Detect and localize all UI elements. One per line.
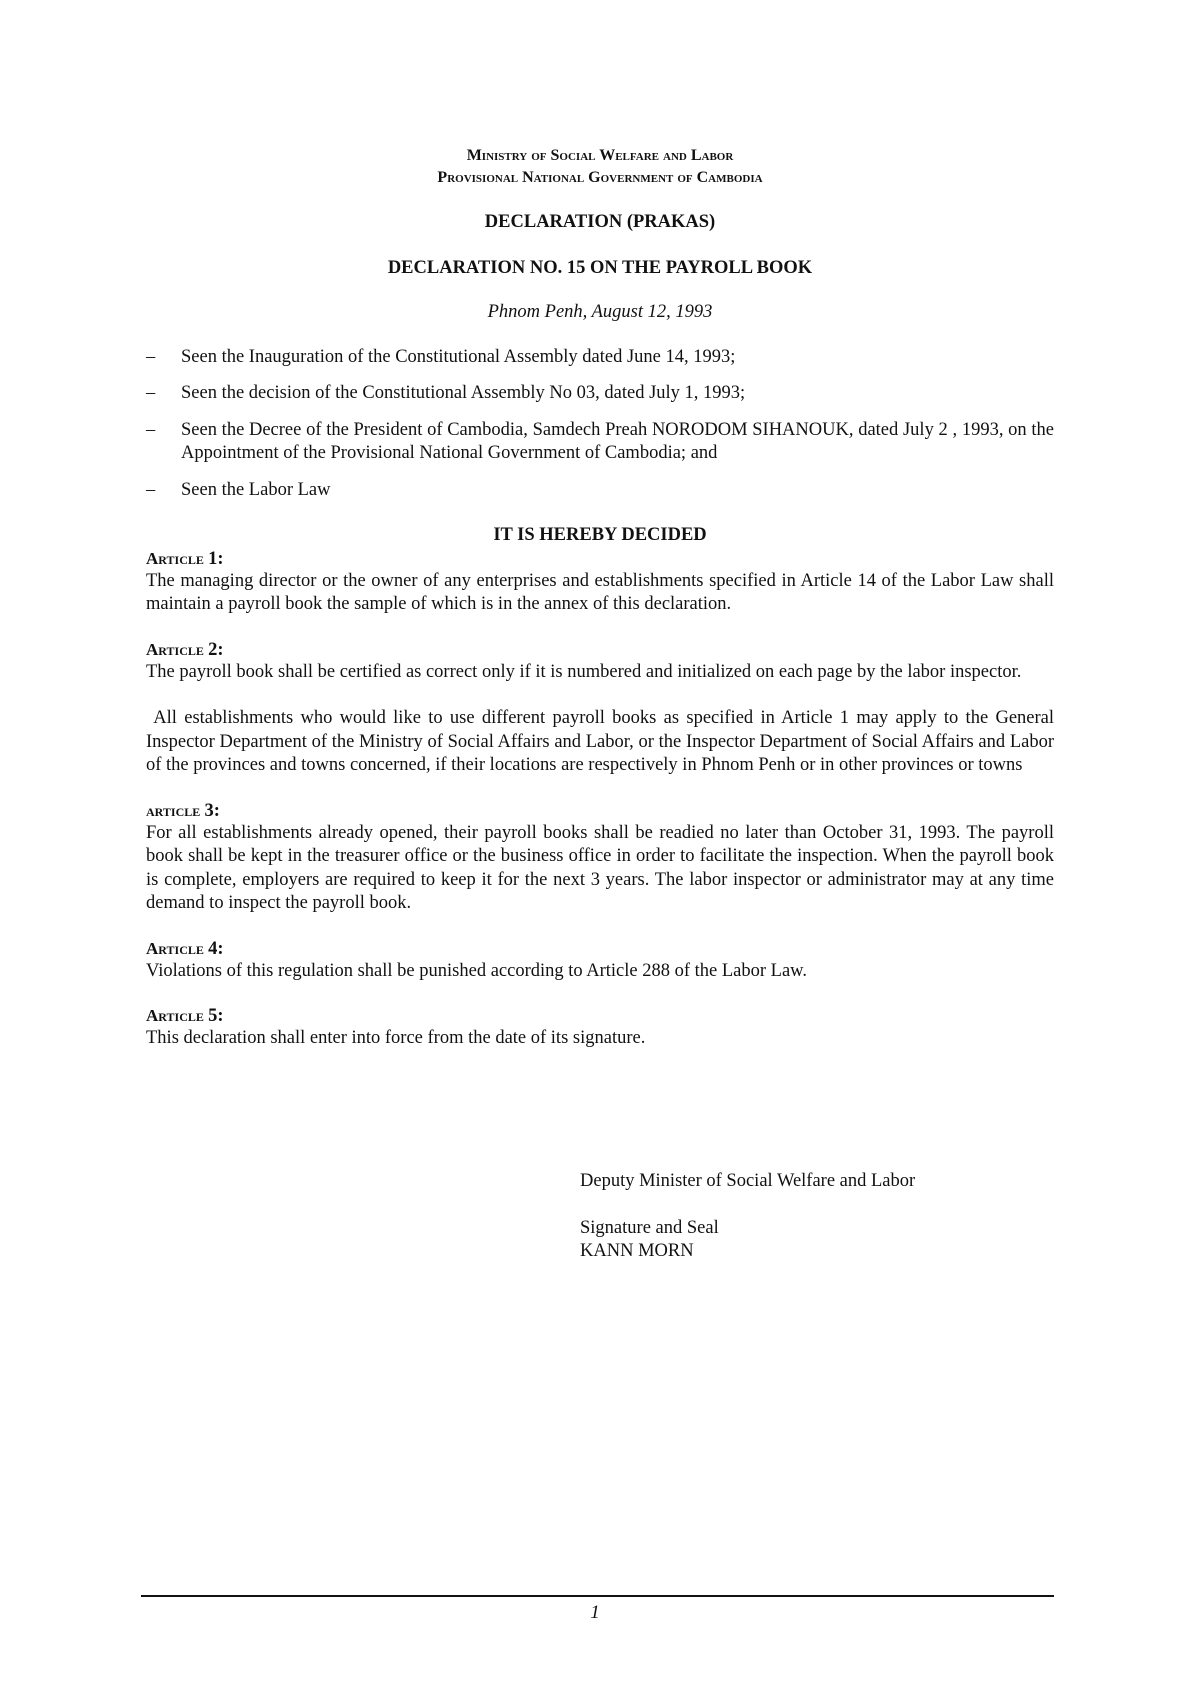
article-paragraph: The payroll book shall be certified as correct only if it is numbered and initialized on each page by the labor inspector. — [146, 661, 1022, 682]
decided-heading: IT IS HEREBY DECIDED — [493, 525, 707, 545]
article-title: Article 2: — [146, 639, 224, 660]
article-4 — [146, 938, 1054, 984]
preamble-item: – Seen the Inauguration of the Constitutional Assembly dated June 14, 1993; — [146, 346, 736, 367]
signatory-name: KANN MORN — [580, 1241, 694, 1261]
article-paragraph: For all establishments already opened, their payroll books shall be readied no later than October 31, 1993. The payroll book shall be kept in the treasurer office or the business office in order to facilitate the inspection. When the payroll book is complete, employers are required to keep it for the next 3 years. The labor inspector or administrator may at any time demand to inspect the payroll book. — [146, 822, 1054, 913]
article-title: Article 1: — [146, 548, 224, 569]
document-page — [146, 145, 1059, 1051]
signatory-title: Deputy Minister of Social Welfare and Labor — [580, 1171, 916, 1191]
article-paragraph: The managing director or the owner of any enterprises and establishments specified in Article 14 of the Labor Law shall maintain a payroll book the sample of which is in the annex of this declaration. — [146, 570, 1054, 614]
signature-seal: Signature and Seal — [580, 1218, 719, 1238]
preamble-list — [146, 346, 1054, 503]
article-title: Article 5: — [146, 1006, 224, 1026]
preamble-item: – Seen the decision of the Constitutional Assembly No 03, dated July 1, 1993; — [146, 383, 746, 403]
ministry-heading: Ministry of Social Welfare and Labor — [466, 147, 734, 164]
page-number: 1 — [590, 1602, 600, 1623]
article-2 — [146, 639, 1059, 778]
preamble-item: – Seen the Decree of the President of Cambodia, Samdech Preah NORODOM SIHANOUK, dated July 2 , 1993, on the Appointment of the Provisional National Government of Cambodia; and — [146, 419, 1054, 463]
article-1 — [146, 548, 1054, 617]
article-3 — [146, 800, 1054, 916]
preamble-item: – Seen the Labor Law — [146, 479, 331, 500]
article-5 — [146, 1005, 1054, 1051]
article-title: article 3: — [146, 800, 220, 821]
article-paragraph: Violations of this regulation shall be punished according to Article 288 of the Labor Law. — [146, 960, 807, 981]
article-paragraph: This declaration shall enter into force from the date of its signature. — [146, 1028, 646, 1048]
place-date: Phnom Penh, August 12, 1993 — [487, 302, 713, 322]
document-title: DECLARATION NO. 15 ON THE PAYROLL BOOK — [387, 257, 813, 278]
article-title: Article 4: — [146, 938, 224, 959]
document-type: DECLARATION (PRAKAS) — [484, 212, 716, 232]
article-paragraph: All establishments who would like to use different payroll books as specified in Article 1 may apply to the General Inspector Department of the Ministry of Social Affairs and Labor, or the Inspector Department of Social Affairs and Labor of the provinces and towns concerned, if their locations are respectively in Phnom Penh or in other provinces or towns — [146, 708, 1059, 775]
footer-rule — [141, 1595, 1054, 1597]
government-heading: Provisional National Government of Cambodia — [437, 169, 763, 186]
